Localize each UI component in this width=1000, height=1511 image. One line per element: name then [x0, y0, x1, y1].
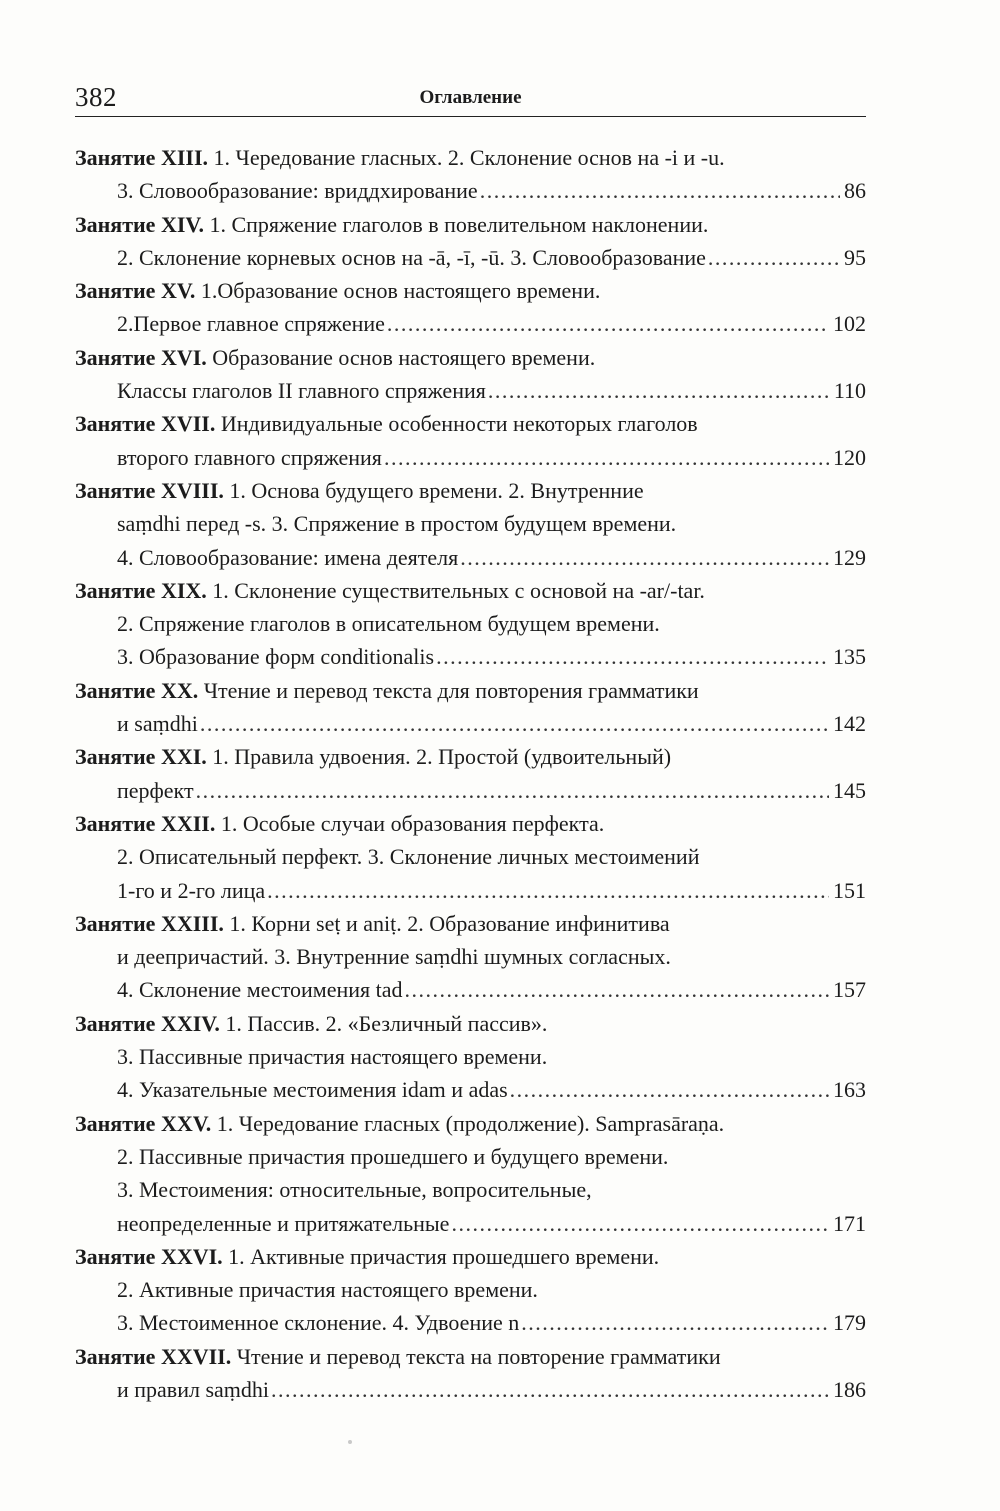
toc-entry-first-line	[75, 807, 866, 840]
toc-entry-text: 4. Указательные местоимения idam и adas	[117, 1077, 508, 1103]
toc-entry	[75, 208, 866, 275]
toc-entry-first-line	[75, 341, 866, 374]
running-header	[75, 78, 866, 117]
toc-page-number: 186	[833, 1376, 866, 1402]
toc-entry-first-line	[75, 1240, 866, 1273]
lesson-topics: 1. Чередование гласных. 2. Склонение основ на -i и -u.	[208, 145, 725, 170]
dot-leader	[387, 307, 829, 340]
dot-leader	[521, 1306, 829, 1339]
toc-entry	[75, 907, 866, 1007]
paper-speck	[348, 1440, 352, 1444]
toc-entry-line	[75, 707, 866, 740]
toc-entry-text: и правил saṃdhi	[117, 1376, 270, 1402]
toc-entry-first-line	[75, 1007, 866, 1040]
toc-entry-line	[75, 1207, 866, 1240]
lesson-topics: 1. Чередование гласных (продолжение). Samprasāraṇa.	[211, 1110, 725, 1136]
toc-entry-text	[75, 1344, 721, 1369]
toc-entry-text	[75, 744, 671, 769]
toc-entry-text: 2. Склонение корневых основ на -ā, -ī, -ū. 3. Словообразование	[117, 244, 706, 270]
lesson-heading: Занятие XXI.	[75, 744, 207, 770]
toc-entry-text	[75, 478, 644, 503]
dot-leader	[200, 707, 829, 740]
toc-entry-text	[75, 578, 705, 603]
toc-entry-text: 2. Описательный перфект. 3. Склонение личных местоимений	[117, 844, 700, 870]
lesson-heading: Занятие XXVI.	[75, 1243, 223, 1269]
lesson-topics: 1. Активные причастия прошедшего времени.	[222, 1243, 660, 1269]
lesson-topics: 1. Основа будущего времени. 2. Внутренние	[223, 477, 644, 503]
toc-entry-text	[75, 1111, 724, 1136]
toc-page-number: 171	[833, 1210, 866, 1236]
dot-leader	[451, 1207, 829, 1240]
toc-page-number: 157	[833, 977, 866, 1003]
dot-leader	[271, 1373, 829, 1406]
lesson-heading: Занятие XVIII.	[75, 477, 224, 503]
toc-entry-text: и деепричастий. 3. Внутренние saṃdhi шумных согласных.	[117, 944, 671, 970]
lesson-topics: 1.Образование основ настоящего времени.	[195, 278, 601, 304]
toc-entry	[75, 407, 866, 474]
toc-entry-line	[75, 607, 866, 640]
dot-leader	[405, 973, 829, 1006]
toc-page-number: 86	[844, 178, 866, 204]
lesson-topics: 1. Пассив. 2. «Безличный пассив».	[219, 1010, 548, 1036]
toc-entry-text	[75, 212, 708, 237]
lesson-topics: 1. Спряжение глаголов в повелительном наклонении.	[203, 211, 709, 237]
toc-entry-line	[75, 307, 866, 340]
toc-entry-text	[75, 678, 699, 703]
lesson-heading: Занятие XV.	[75, 278, 196, 304]
toc-entry-line	[75, 874, 866, 907]
lesson-heading: Занятие XXVII.	[75, 1343, 232, 1369]
toc-entry-first-line	[75, 208, 866, 241]
toc-entry	[75, 1340, 866, 1407]
toc-page-number: 120	[833, 444, 866, 470]
toc-entry-text	[75, 1011, 547, 1036]
toc-entry-line	[75, 1273, 866, 1306]
toc-entry-first-line	[75, 740, 866, 773]
toc-entry-text: 3. Пассивные причастия настоящего времени.	[117, 1044, 548, 1070]
toc-entry-text: 2. Пассивные причастия прошедшего и будущего времени.	[117, 1143, 669, 1169]
toc-entry-first-line	[75, 907, 866, 940]
toc-entry-text: 2.Первое главное спряжение	[117, 311, 385, 337]
lesson-heading: Занятие XX.	[75, 677, 199, 703]
toc-entry-text	[75, 278, 600, 303]
toc-entry-text: 3. Местоименное склонение. 4. Удвоение n	[117, 1310, 520, 1336]
toc-entry-first-line	[75, 274, 866, 307]
toc-entry-line	[75, 940, 866, 973]
toc-entry-first-line	[75, 674, 866, 707]
toc-entry-first-line	[75, 1340, 866, 1373]
toc-entry-line	[75, 541, 866, 574]
toc-entry-line	[75, 973, 866, 1006]
lesson-heading: Занятие XIV.	[75, 211, 204, 237]
toc-entry-text: неопределенные и притяжательные	[117, 1210, 450, 1236]
dot-leader	[460, 541, 829, 574]
toc-entry	[75, 141, 866, 208]
table-of-contents	[75, 141, 866, 1406]
toc-entry-line	[75, 1306, 866, 1339]
toc-entry-line	[75, 374, 866, 407]
lesson-heading: Занятие XXIII.	[75, 910, 224, 936]
toc-page-number: 151	[833, 877, 866, 903]
toc-entry-text: 4. Словообразование: имена деятеля	[117, 544, 459, 570]
lesson-topics: Образование основ настоящего времени.	[206, 344, 596, 370]
toc-entry-line	[75, 1373, 866, 1406]
toc-page-number: 129	[833, 544, 866, 570]
toc-entry-text: перфект	[117, 777, 194, 803]
toc-entry-text: 2. Активные причастия настоящего времени.	[117, 1277, 538, 1303]
toc-entry-text: второго главного спряжения	[117, 444, 382, 470]
lesson-heading: Занятие XXV.	[75, 1110, 212, 1136]
toc-entry-text	[75, 145, 725, 170]
toc-entry-line	[75, 840, 866, 873]
toc-entry-first-line	[75, 1107, 866, 1140]
lesson-topics: Чтение и перевод текста для повторения грамматики	[198, 677, 699, 703]
toc-entry-line	[75, 1040, 866, 1073]
toc-entry	[75, 474, 866, 574]
toc-entry-text: saṃdhi перед -s. 3. Спряжение в простом будущем времени.	[117, 511, 677, 537]
lesson-topics: 1. Правила удвоения. 2. Простой (удвоительный)	[206, 744, 672, 770]
toc-entry	[75, 740, 866, 807]
toc-entry-text	[75, 811, 604, 836]
toc-entry-text	[75, 411, 698, 436]
dot-leader	[480, 174, 840, 207]
toc-entry-first-line	[75, 474, 866, 507]
toc-entry	[75, 807, 866, 907]
lesson-heading: Занятие XXII.	[75, 810, 216, 836]
dot-leader	[267, 874, 829, 907]
dot-leader	[384, 441, 829, 474]
toc-entry-line	[75, 241, 866, 274]
lesson-topics: 1. Корни seṭ и aniṭ. 2. Образование инфинитива	[223, 910, 670, 936]
lesson-heading: Занятие XVI.	[75, 344, 207, 370]
toc-page-number: 142	[833, 711, 866, 737]
lesson-heading: Занятие XVII.	[75, 411, 216, 437]
toc-entry-text	[75, 911, 670, 936]
toc-entry	[75, 1240, 866, 1340]
lesson-topics: Индивидуальные особенности некоторых глаголов	[215, 411, 698, 437]
toc-entry-text	[75, 1244, 659, 1269]
lesson-topics: 1. Особые случаи образования перфекта.	[215, 810, 605, 836]
lesson-heading: Занятие XIX.	[75, 577, 207, 603]
toc-entry-text: 1-го и 2-го лица	[117, 877, 266, 903]
toc-entry	[75, 1007, 866, 1107]
running-title: Оглавление	[419, 87, 522, 108]
toc-entry-text: и saṃdhi	[117, 711, 198, 737]
toc-page-number: 102	[833, 311, 866, 337]
toc-entry-text: Классы глаголов II главного спряжения	[117, 378, 486, 404]
toc-entry-line	[75, 1073, 866, 1106]
toc-page-number: 110	[833, 378, 866, 404]
lesson-heading: Занятие XXIV.	[75, 1010, 220, 1036]
dot-leader	[436, 640, 829, 673]
toc-entry	[75, 341, 866, 408]
toc-entry	[75, 274, 866, 341]
toc-entry-text	[75, 345, 595, 370]
toc-page-number: 163	[833, 1077, 866, 1103]
toc-entry-line	[75, 507, 866, 540]
toc-entry-text: 4. Склонение местоимения tad	[117, 977, 403, 1003]
toc-entry	[75, 674, 866, 741]
dot-leader	[488, 374, 830, 407]
page-number: 382	[75, 82, 117, 112]
dot-leader	[708, 241, 840, 274]
lesson-topics: 1. Склонение существительных с основой на -ar/-tar.	[206, 577, 705, 603]
toc-entry-line	[75, 1140, 866, 1173]
toc-entry-text: 3. Местоимения: относительные, вопросительные,	[117, 1177, 592, 1203]
dot-leader	[196, 774, 829, 807]
lesson-topics: Чтение и перевод текста на повторение грамматики	[231, 1343, 721, 1369]
toc-entry-line	[75, 774, 866, 807]
lesson-heading: Занятие XIII.	[75, 145, 209, 170]
toc-entry-line	[75, 174, 866, 207]
toc-entry-text: 3. Образование форм conditionalis	[117, 644, 435, 670]
dot-leader	[510, 1073, 829, 1106]
toc-entry-text: 3. Словообразование: вриддхирование	[117, 178, 478, 204]
toc-entry-first-line	[75, 407, 866, 440]
toc-page-number: 135	[833, 644, 866, 670]
toc-entry-first-line	[75, 141, 866, 174]
toc-entry-line	[75, 640, 866, 673]
toc-entry-text: 2. Спряжение глаголов в описательном будущем времени.	[117, 611, 660, 637]
toc-entry-line	[75, 441, 866, 474]
toc-page-number: 179	[833, 1310, 866, 1336]
toc-entry-line	[75, 1173, 866, 1206]
toc-page-number: 145	[833, 777, 866, 803]
toc-entry	[75, 574, 866, 674]
toc-entry-first-line	[75, 574, 866, 607]
toc-page-number: 95	[844, 244, 866, 270]
toc-entry	[75, 1107, 866, 1240]
